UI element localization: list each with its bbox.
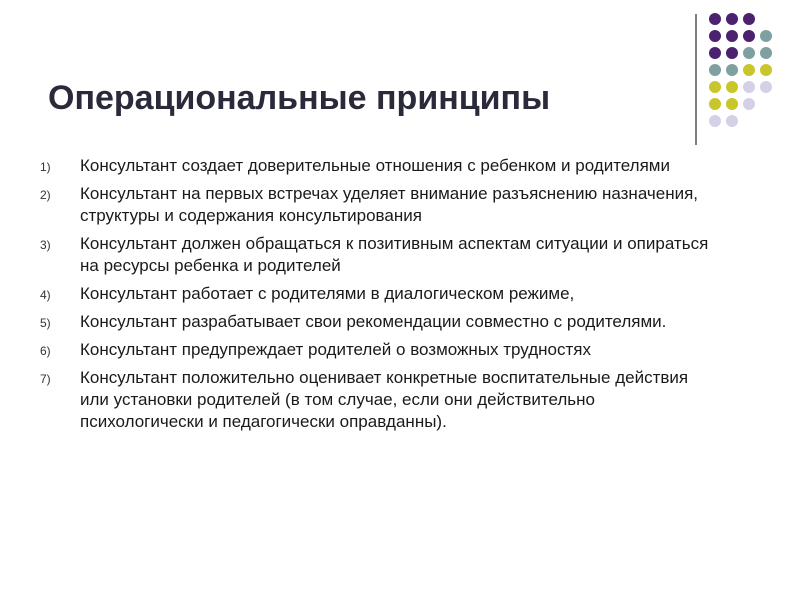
decorative-dot (760, 30, 772, 42)
decorative-dot (743, 64, 755, 76)
list-item-number: 5) (40, 316, 51, 330)
decorative-dot (709, 115, 721, 127)
decorative-dot (726, 13, 738, 25)
list-item-text: Консультант на первых встречах уделяет внимание разъяснению назначения, структуры и содержания консультирования (80, 184, 699, 225)
slide-title: Операциональные принципы (48, 79, 551, 117)
decorative-dot (709, 30, 721, 42)
title-divider-line (695, 14, 697, 145)
decorative-dot (709, 47, 721, 59)
decorative-dot (709, 81, 721, 93)
decorative-dot (709, 98, 721, 110)
decorative-dot (726, 115, 738, 127)
list-item-text: Консультант должен обращаться к позитивным аспектам ситуации и опираться на ресурсы ребенка и родителей (80, 234, 709, 275)
decorative-dot-grid (706, 11, 796, 131)
decorative-dot (726, 64, 738, 76)
decorative-dot (709, 13, 721, 25)
decorative-dot (760, 81, 772, 93)
list-item (40, 311, 720, 333)
list-item-number: 6) (40, 344, 51, 358)
decorative-dot (726, 47, 738, 59)
decorative-dot (709, 64, 721, 76)
principles-list (40, 155, 720, 439)
list-item-text: Консультант разрабатывает свои рекомендации совместно с родителями. (80, 312, 667, 331)
list-item-text: Консультант работает с родителями в диалогическом режиме, (80, 284, 575, 303)
decorative-dot (743, 47, 755, 59)
list-item-number: 7) (40, 372, 51, 386)
list-item (40, 283, 720, 305)
list-item (40, 155, 720, 177)
list-item (40, 339, 720, 361)
decorative-dot (726, 98, 738, 110)
list-item (40, 183, 720, 227)
list-item (40, 233, 720, 277)
list-item-number: 1) (40, 160, 51, 174)
decorative-dot (743, 13, 755, 25)
list-item-number: 2) (40, 188, 51, 202)
decorative-dot (743, 98, 755, 110)
decorative-dot (760, 64, 772, 76)
decorative-dot (743, 30, 755, 42)
decorative-dot (726, 30, 738, 42)
list-item-number: 3) (40, 238, 51, 252)
decorative-dot (760, 47, 772, 59)
list-item-text: Консультант положительно оценивает конкретные воспитательные действия или установки родителей (в том случае, если они действительно психологически и педагогически оправданны). (80, 368, 689, 431)
list-item (40, 367, 720, 433)
decorative-dot (726, 81, 738, 93)
list-item-text: Консультант предупреждает родителей о возможных трудностях (80, 340, 591, 359)
list-item-number: 4) (40, 288, 51, 302)
list-item-text: Консультант создает доверительные отношения с ребенком и родителями (80, 156, 670, 175)
decorative-dot (743, 81, 755, 93)
